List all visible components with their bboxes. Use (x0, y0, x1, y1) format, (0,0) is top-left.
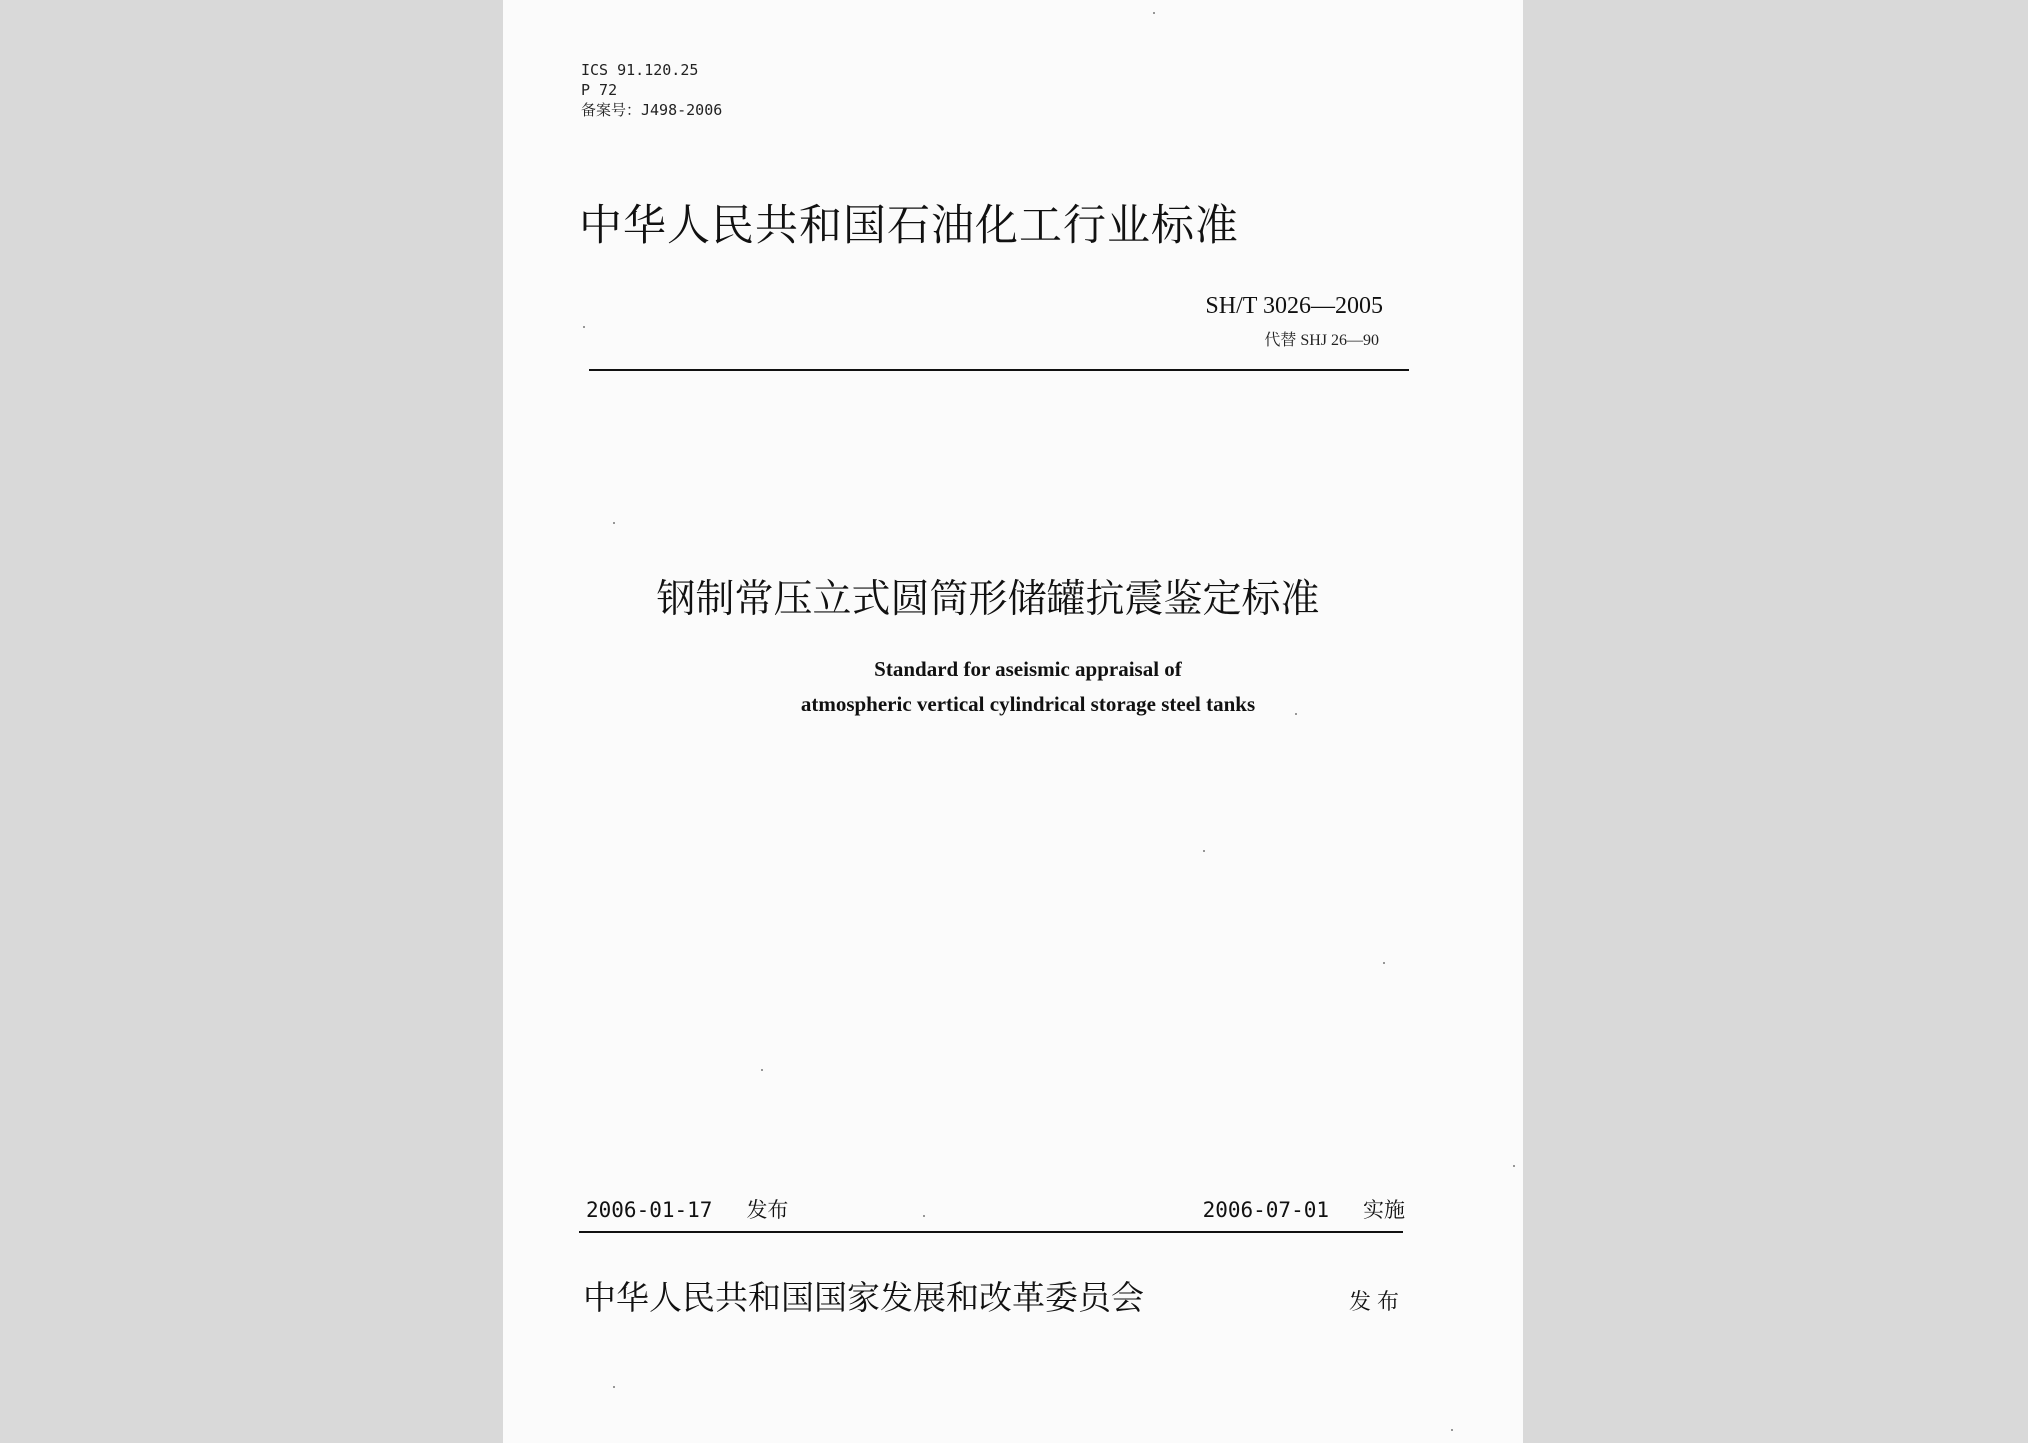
scan-speck (1153, 12, 1155, 14)
issue-label: 发布 (746, 1198, 789, 1222)
replaces-standard: 代替 SHJ 26—90 (1264, 332, 1379, 349)
effective-label: 实施 (1363, 1198, 1405, 1222)
filing-number: 备案号：J498-2006 (581, 101, 723, 119)
effective-date-row (1203, 1194, 1405, 1224)
document-title-en-line1: Standard for aseismic appraisal of (874, 657, 1182, 681)
scan-speck (1295, 713, 1297, 715)
scan-speck (1203, 850, 1205, 852)
document-page (503, 0, 1523, 1443)
industry-standard-title: 中华人民共和国石油化工行业标准 (579, 201, 1239, 251)
standard-number: SH/T 3026—2005 (1205, 293, 1383, 319)
issue-date-row (586, 1194, 788, 1224)
publisher-action: 发布 (1348, 1290, 1405, 1315)
effective-date: 2006-07-01 (1202, 1198, 1329, 1222)
header-codes (581, 60, 722, 120)
ccs-code: P 72 (581, 81, 618, 99)
header-divider (589, 369, 1409, 371)
scan-speck (613, 522, 615, 524)
ics-code: ICS 91.120.25 (581, 61, 699, 79)
document-title-en-line2: atmospheric vertical cylindrical storage steel tanks (800, 692, 1256, 716)
scan-speck (583, 326, 585, 328)
scan-speck (1383, 962, 1385, 964)
footer-divider (579, 1231, 1403, 1233)
publisher-name: 中华人民共和国国家发展和改革委员会 (583, 1278, 1144, 1317)
scan-speck (613, 1386, 615, 1388)
scan-speck (1513, 1165, 1515, 1167)
document-title-cn: 钢制常压立式圆筒形储罐抗震鉴定标准 (656, 577, 1320, 622)
scan-speck (761, 1069, 763, 1071)
scan-speck (923, 1215, 925, 1217)
issue-date: 2006-01-17 (586, 1198, 713, 1222)
scan-speck (1451, 1429, 1453, 1431)
